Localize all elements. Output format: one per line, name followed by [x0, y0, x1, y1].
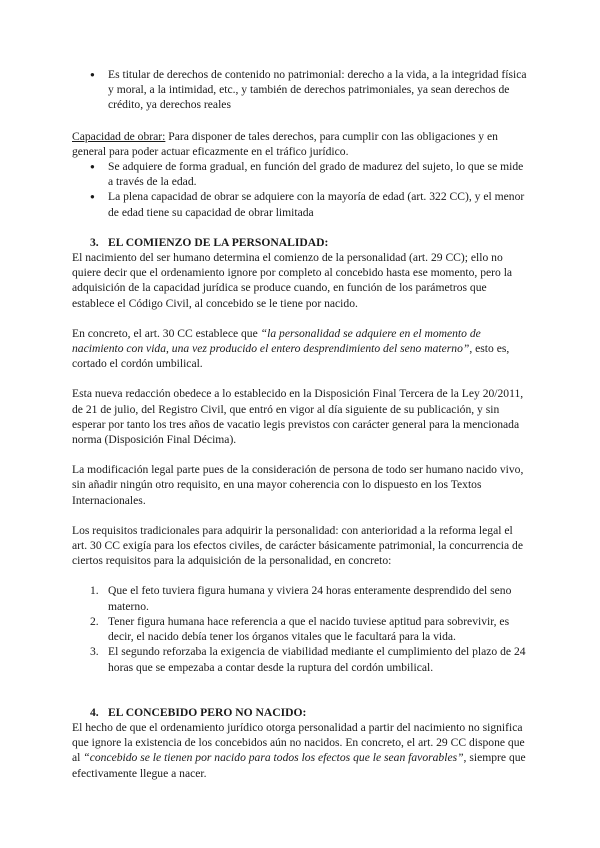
article-quote: “la personalidad se adquiere en el momento de nacimiento con vida, una vez producido el entero desprendimiento del seno materno”	[72, 326, 481, 356]
section-4-number: 4.	[90, 705, 99, 719]
list-number: 1.	[90, 584, 99, 598]
top-bullet-list	[72, 67, 530, 113]
list-item	[72, 583, 530, 613]
list-item: ● La plena capacidad de obrar se adquiere con la mayoría de edad (art. 322 CC), y el menor de edad tiene su capacidad de obrar limitada	[72, 189, 530, 219]
list-item: ● Es titular de derechos de contenido no patrimonial: derecho a la vida, a la integridad física y moral, a la intimidad, etc., y también de derechos patrimoniales, ya sean derechos de crédito, ya derechos reales	[72, 67, 530, 113]
section-3-heading	[72, 235, 530, 250]
paragraph-text: , esto es, cortado el cordón umbilical.	[72, 342, 510, 371]
section-4-heading	[72, 705, 530, 720]
list-text: Que el feto tuviera figura humana y viviera 24 horas enteramente desprendido del seno materno.	[108, 584, 512, 613]
capacidad-text: Para disponer de tales derechos, para cumplir con las obligaciones y en general para poder actuar eficazmente en el tráfico jurídico.	[72, 129, 498, 158]
paragraph-text: En concreto, el art. 30 CC establece que	[72, 326, 261, 340]
list-item	[72, 614, 530, 644]
paragraph-text: El hecho de que el ordenamiento jurídico otorga personalidad a partir del nacimiento no significa que ignore la existencia de los concebidos aún no nacidos. En concreto, el art. 29 CC dispone que al	[72, 720, 525, 765]
capacidad-paragraph	[72, 129, 530, 159]
capacidad-bullet-list	[72, 159, 530, 220]
section-3-number: 3.	[90, 235, 99, 249]
requirements-list	[72, 583, 530, 674]
section-4-paragraph-1	[72, 720, 530, 781]
section-3-paragraph-3: Esta nueva redacción obedece a lo establecido en la Disposición Final Tercera de la Ley 20/2011, de 21 de julio, del Registro Civil, que entró en vigor al día siguiente de su publicación, y sin esperar por tanto los tres años de vacatio legis previstos con carácter general para la mencionada norma (Disposición Final Décima).	[72, 387, 524, 447]
list-text: El segundo reforzaba la exigencia de viabilidad mediante el cumplimiento del plazo de 24 horas que se empezaba a contar desde la ruptura del cordón umbilical.	[108, 645, 526, 674]
section-3-paragraph-4: La modificación legal parte pues de la consideración de persona de todo ser humano nacido vivo, sin añadir ningún otro requisito, en una mayor coherencia con lo dispuesto en los Textos Internacionales.	[72, 463, 524, 507]
section-3-paragraph-1: El nacimiento del ser humano determina el comienzo de la personalidad (art. 29 CC); ello no quiere decir que el ordenamiento ignore por completo al concebido hasta ese momento, pero la adquisición de la capacidad jurídica se produce cuando, en función de los parámetros que establece el Código Civil, al concebido se le tiene por nacido.	[72, 251, 513, 310]
section-3-paragraph-5: Los requisitos tradicionales para adquirir la personalidad: con anterioridad a la reforma legal el art. 30 CC exigía para los efectos civiles, de carácter básicamente patrimonial, la concurrencia de ciertos requisitos para la adquisición de la personalidad, en concreto:	[72, 523, 523, 568]
list-number: 2.	[90, 614, 99, 628]
list-item: ● Se adquiere de forma gradual, en función del grado de madurez del sujeto, lo que se mide a través de la edad.	[72, 159, 530, 189]
section-3-paragraph-2	[72, 326, 530, 372]
list-item	[72, 644, 530, 674]
section-4-title: EL CONCEBIDO PERO NO NACIDO:	[108, 705, 307, 719]
article-quote: “concebido se le tienen por nacido para todos los efectos que le sean favorables”	[83, 751, 464, 765]
list-text: Tener figura humana hace referencia a que el nacido tuviese aptitud para sobrevivir, es decir, el nacido debía tener los órganos vitales que le facultará para la vida.	[108, 614, 510, 644]
capacidad-term: Capacidad de obrar:	[72, 129, 166, 143]
list-number: 3.	[90, 645, 99, 659]
paragraph-text: , siempre que efectivamente llegue a nacer.	[72, 751, 526, 780]
section-3-title: EL COMIENZO DE LA PERSONALIDAD:	[108, 235, 329, 249]
document-page	[72, 67, 530, 781]
